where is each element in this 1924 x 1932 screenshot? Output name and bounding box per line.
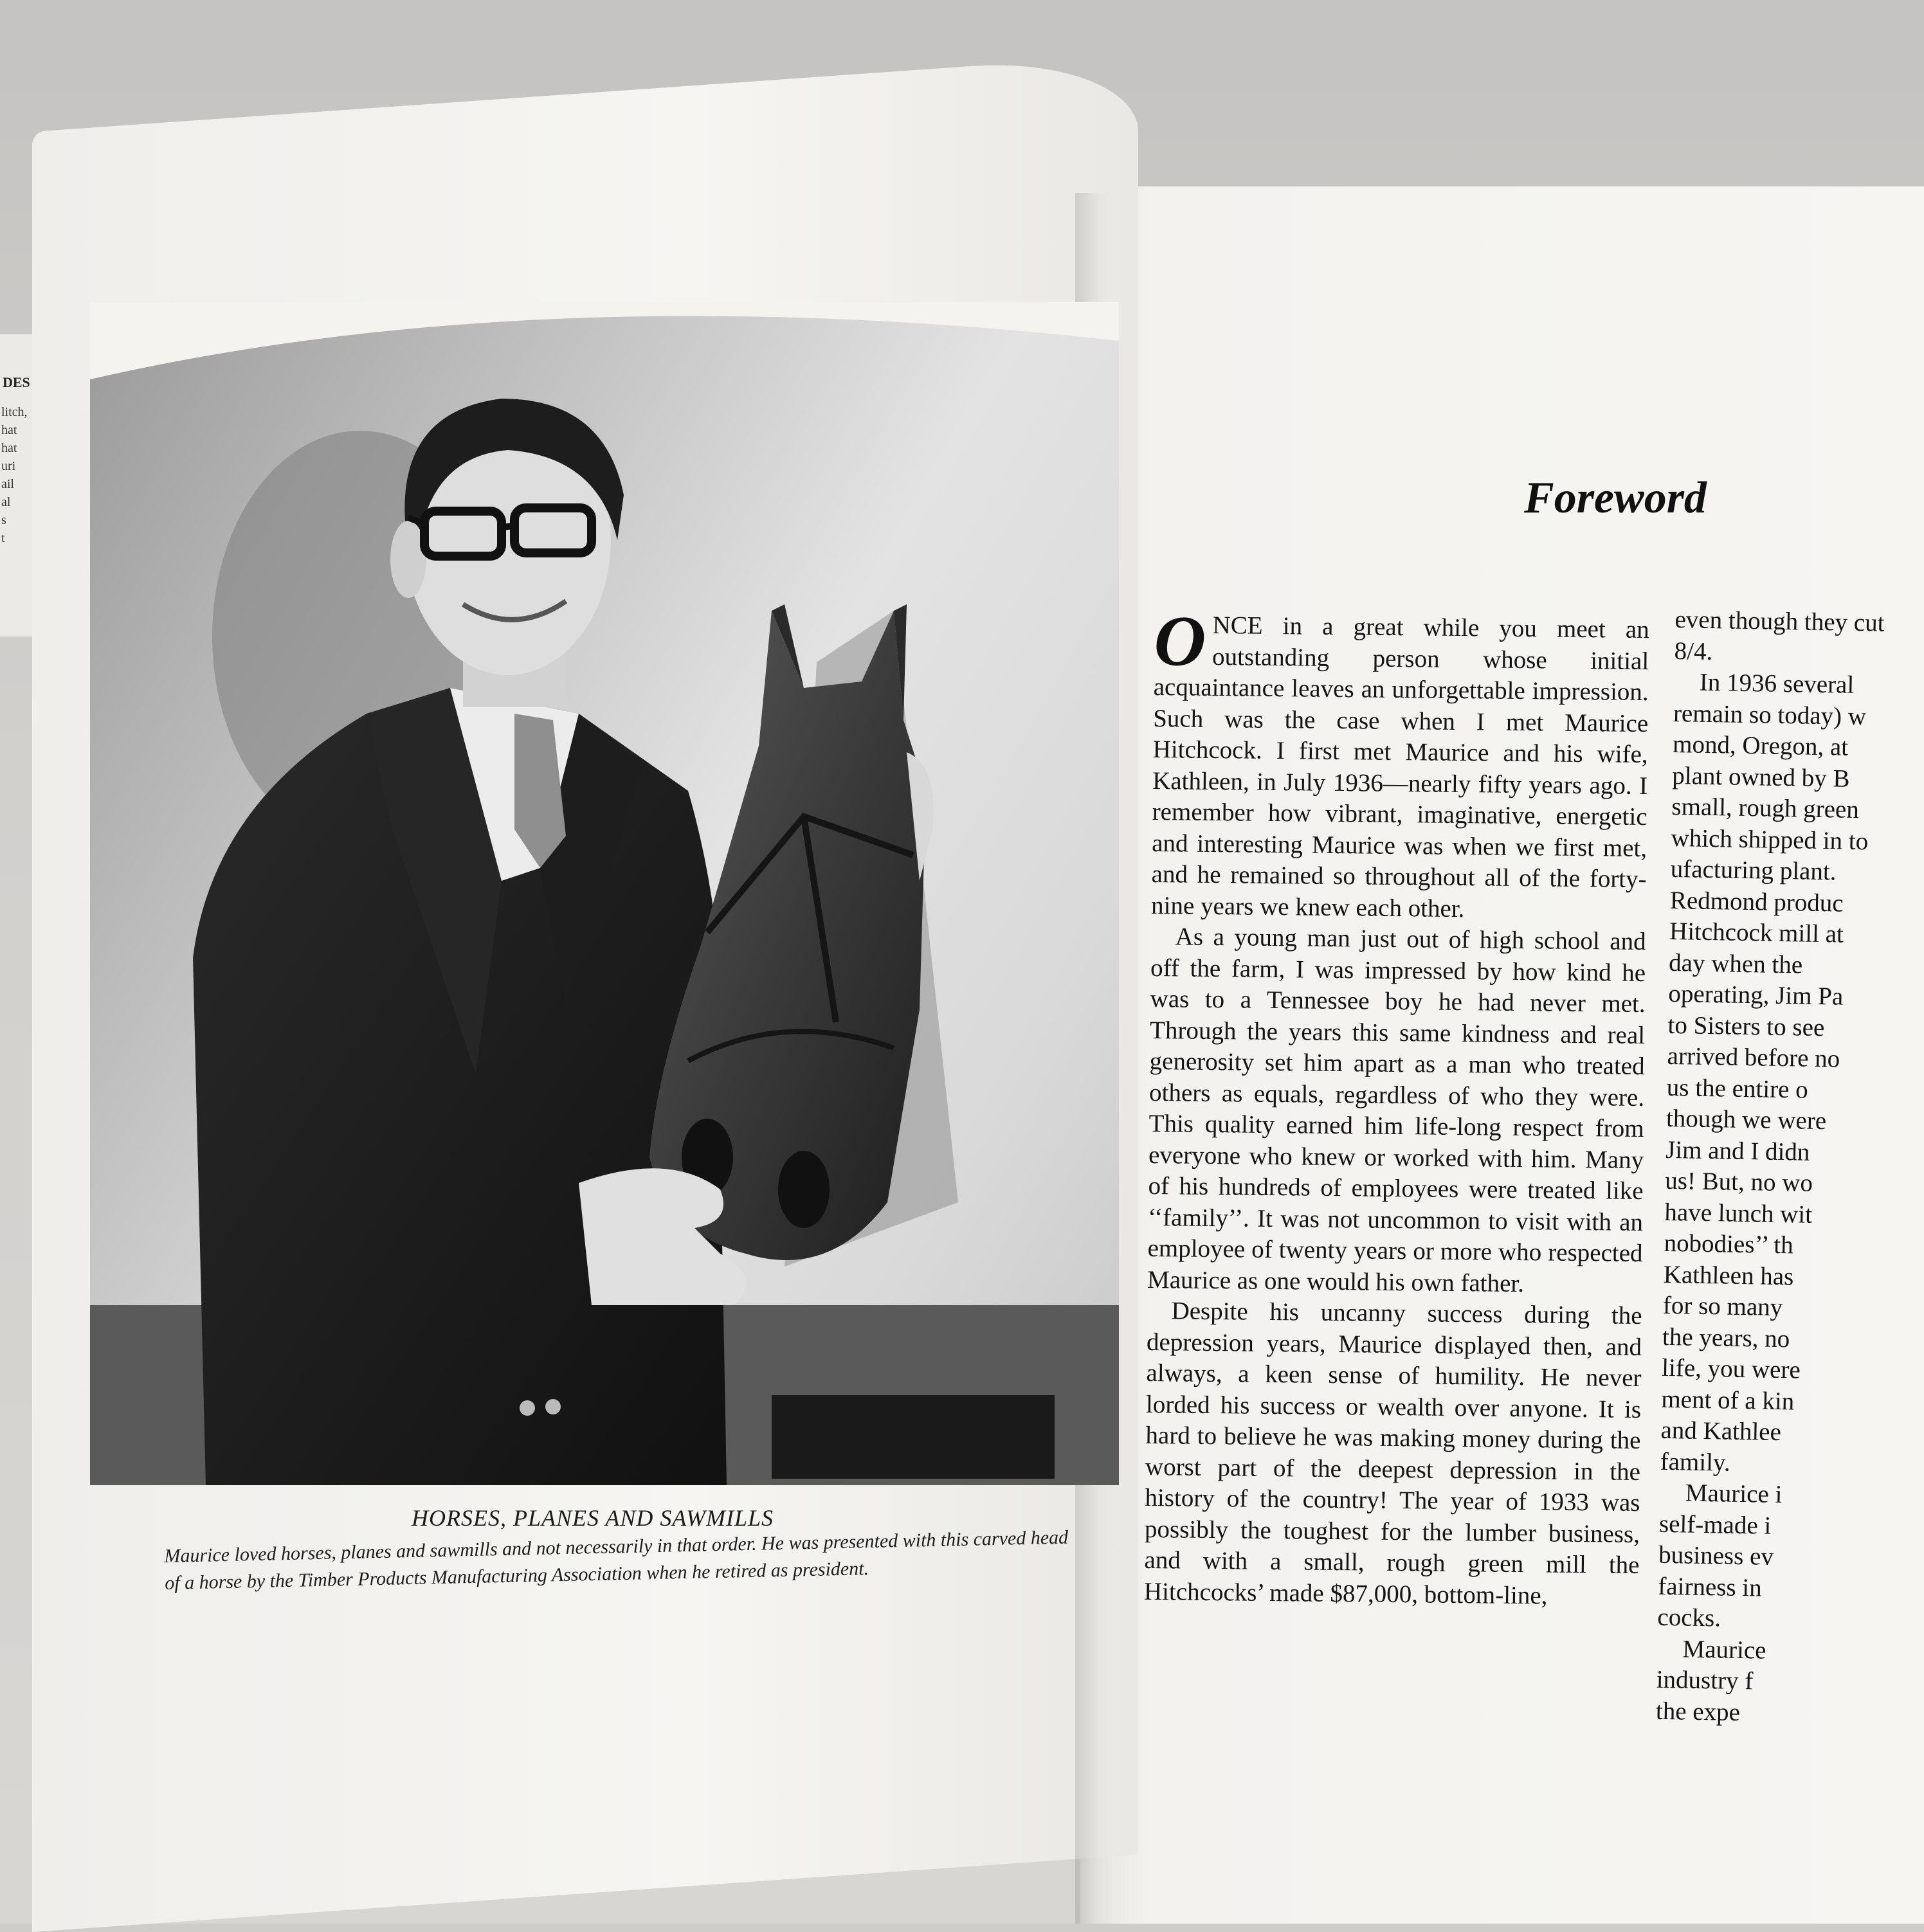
- prev-page-line: ail: [1, 477, 14, 491]
- column-2-line: small, rough green: [1671, 792, 1860, 824]
- column-2-line: ment of a kin: [1661, 1385, 1795, 1415]
- column-2-line: and Kathlee: [1660, 1416, 1782, 1447]
- column-2-line: Redmond produc: [1669, 886, 1844, 917]
- column-2-line: Maurice: [1682, 1634, 1766, 1665]
- column-2-line: ufacturing plant.: [1670, 854, 1837, 886]
- column-2-line: us the entire o: [1666, 1073, 1809, 1104]
- column-2-line: remain so today) w: [1673, 699, 1867, 730]
- column-2-line: which shipped in to: [1671, 824, 1869, 855]
- prev-page-line: hat: [1, 441, 17, 455]
- column-2-line: have lunch wit: [1664, 1198, 1813, 1229]
- column-2-line: industry f: [1656, 1665, 1754, 1695]
- column-2-line: 8/4.: [1674, 636, 1713, 665]
- prev-page-line: hat: [1, 423, 17, 437]
- prev-page-line: litch,: [1, 405, 28, 419]
- column-2-line: the years, no: [1662, 1323, 1790, 1353]
- column-2-line: the expe: [1655, 1697, 1741, 1726]
- column-2-line: Kathleen has: [1663, 1260, 1794, 1290]
- prev-page-line: s: [1, 513, 6, 527]
- photo-caption-body: Maurice loved horses, planes and sawmills and not necessarily in that order. He was presented with this carved head of a horse by the Timber Products Manufacturing Association when he retired as president.: [164, 1526, 1069, 1594]
- column-2-line: business ev: [1658, 1540, 1774, 1571]
- paragraph-text: NCE in a great while you meet an outstanding person whose initial acquaintance leaves an unforgettable impression. Such was the case when I met Maurice Hitchcock. I first met Maurice and his wife, Kathleen, in July 1936—nearly fifty years ago. I remember how vibrant, imaginative, energetic and interesting Maurice was when we first met, and he remained so throughout all of the forty-nine years we knew each other.: [1150, 611, 1649, 923]
- column-2-line: Maurice i: [1685, 1479, 1783, 1509]
- column-2-line: to Sisters to see: [1667, 1011, 1825, 1042]
- prev-page-heading: DES: [3, 374, 30, 390]
- column-2-line: fairness in: [1657, 1572, 1763, 1602]
- column-2-line: In 1936 several: [1699, 668, 1855, 699]
- column-2-line: nobodies’’ th: [1664, 1229, 1794, 1259]
- column-2-line: though we were: [1665, 1104, 1827, 1135]
- photo-illustration: [90, 302, 1119, 1485]
- column-2-line: cocks.: [1657, 1603, 1721, 1632]
- foreword-column-1: [1143, 601, 1649, 1612]
- column-2-line: operating, Jim Pa: [1668, 979, 1844, 1011]
- prev-page-line: t: [1, 531, 5, 545]
- photo-caption-title: HORSES, PLANES AND SAWMILLS: [412, 1505, 774, 1531]
- column-2-line: family.: [1660, 1447, 1731, 1477]
- foreword-paragraph-2: As a young man just out of high school and off the farm, I was impressed by how kind he was to a Tennessee boy he had never met. Through the years this same kindness and real generosity set him apart as a man who treated others as equals, regardless of who they were. This quality earned him life-long respect from everyone who knew or worked with him. Many of his hundreds of employees were treated like ‘‘family’’. It was not uncommon to visit with an employee of twenty years or more who respected Maurice as one would his own father.: [1147, 923, 1646, 1297]
- column-2-line: self-made i: [1658, 1510, 1772, 1540]
- drop-cap: O: [1153, 601, 1207, 682]
- column-2-line: even though they cut: [1674, 605, 1885, 637]
- photograph: [90, 302, 1119, 1485]
- foreword-paragraph-1: [1150, 601, 1649, 926]
- foreword-title: Foreword: [1524, 473, 1707, 523]
- column-2-line: life, you were: [1661, 1353, 1801, 1384]
- column-2-line: mond, Oregon, at: [1672, 730, 1849, 761]
- column-2-line: Jim and I didn: [1665, 1135, 1810, 1166]
- prev-page-line: uri: [1, 459, 16, 473]
- column-2-line: us! But, no wo: [1664, 1166, 1813, 1197]
- column-2-line: day when the: [1668, 948, 1803, 979]
- column-2-line: plant owned by B: [1671, 761, 1850, 793]
- column-2-line: Hitchcock mill at: [1669, 917, 1844, 948]
- column-2-line: arrived before no: [1667, 1042, 1840, 1073]
- foreword-paragraph-3: Despite his uncanny success during the depression years, Maurice displayed then, and always, a keen sense of humility. He never lorded his success or wealth over anyone. It is hard to believe he was making money during the worst part of the deepest depression in the history of the country! The year of 1933 was possibly the toughest for the lumber business, and with a small, rough green mill the Hitchcocks’ made $87,000, bottom-line,: [1143, 1297, 1642, 1609]
- column-2-line: for so many: [1662, 1291, 1783, 1322]
- foreword-column-2: [1656, 604, 1924, 1731]
- prev-page-line: al: [1, 495, 11, 509]
